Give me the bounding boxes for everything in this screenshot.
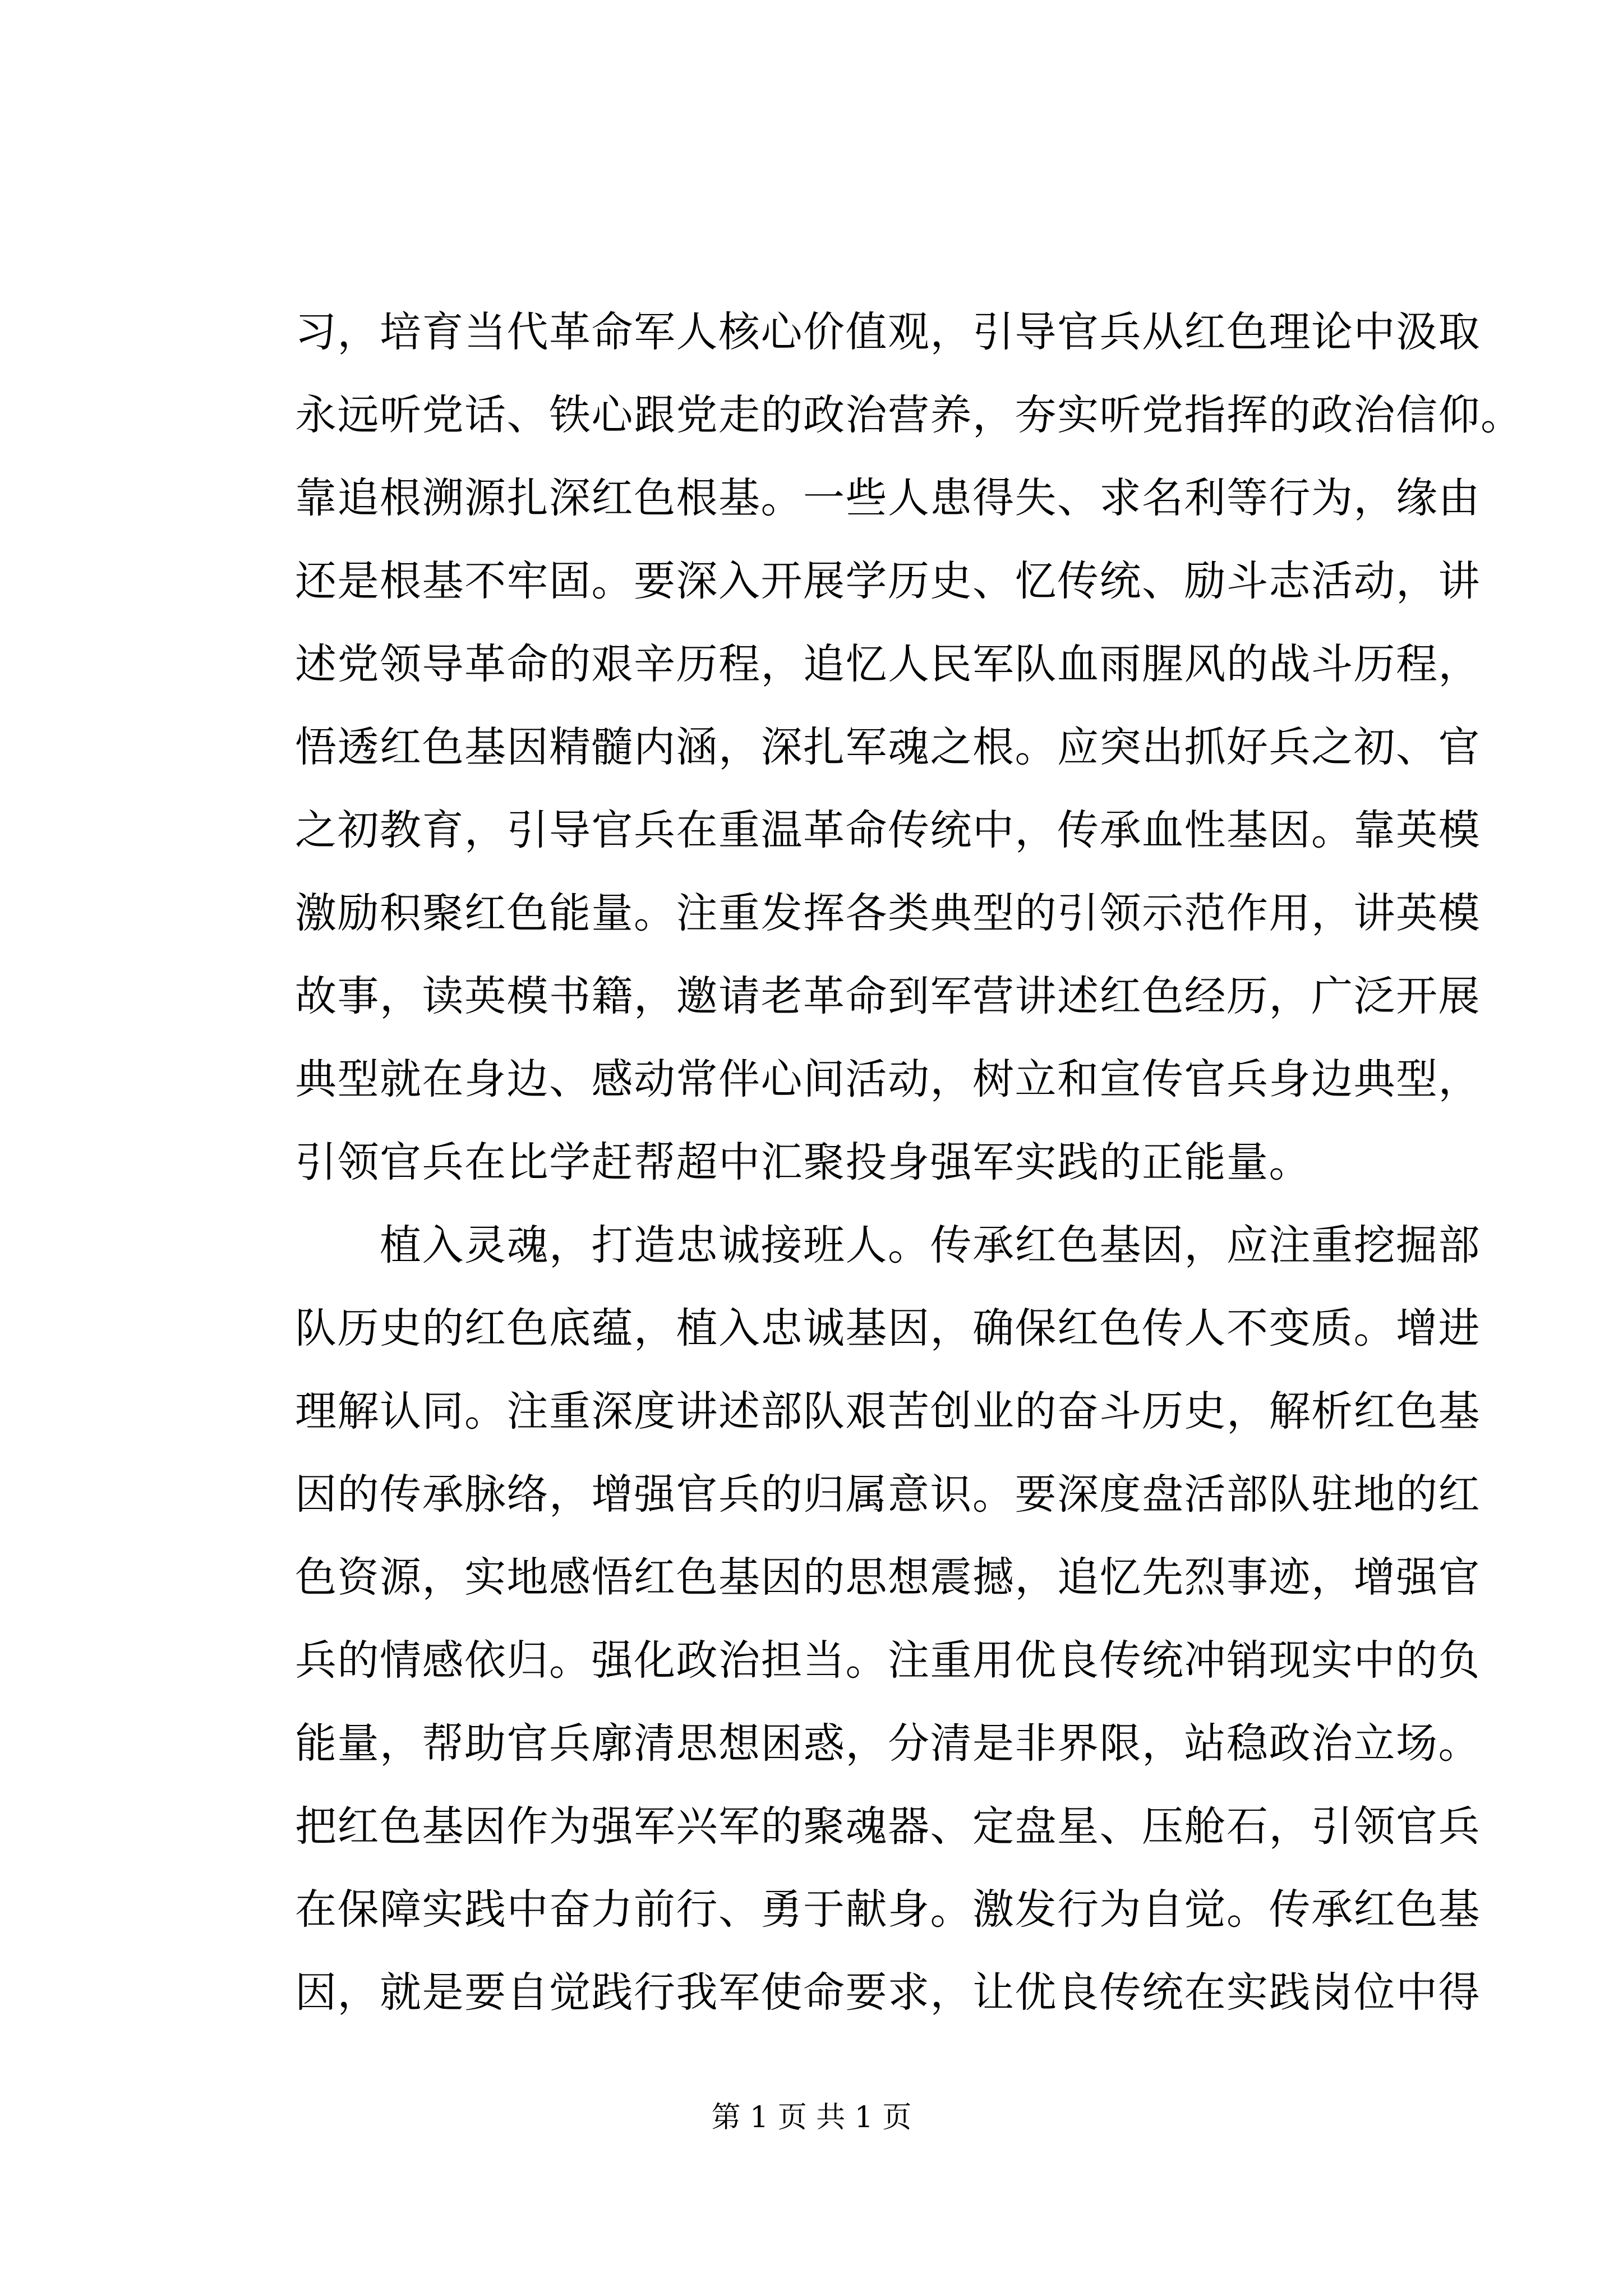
text-line: 故事，读英模书籍，邀请老革命到军营讲述红色经历，广泛开展 <box>295 972 1481 1020</box>
text-line: 引领官兵在比学赶帮超中汇聚投身强军实践的正能量。 <box>295 1138 1311 1186</box>
text-line: 色资源，实地感悟红色基因的思想震撼，追忆先烈事迹，增强官 <box>295 1553 1481 1602</box>
text-line: 之初教育，引导官兵在重温革命传统中，传承血性基因。靠英模 <box>295 806 1481 854</box>
text-line: 队历史的红色底蕴，植入忠诚基因，确保红色传人不变质。增进 <box>295 1304 1481 1352</box>
text-line: 因的传承脉络，增强官兵的归属意识。要深度盘活部队驻地的红 <box>295 1470 1481 1519</box>
text-line: 靠追根溯源扎深红色根基。一些人患得失、求名利等行为，缘由 <box>295 474 1481 522</box>
text-line: 激励积聚红色能量。注重发挥各类典型的引领示范作用，讲英模 <box>295 889 1481 937</box>
text-line: 能量，帮助官兵廓清思想困惑，分清是非界限，站稳政治立场。 <box>295 1719 1481 1768</box>
text-line: 还是根基不牢固。要深入开展学历史、忆传统、励斗志活动，讲 <box>295 557 1481 605</box>
text-line: 述党领导革命的艰辛历程，追忆人民军队血雨腥风的战斗历程， <box>295 640 1481 688</box>
text-line: 在保障实践中奋力前行、勇于献身。激发行为自觉。传承红色基 <box>295 1885 1481 1934</box>
text-line: 习，培育当代革命军人核心价值观，引导官兵从红色理论中汲取 <box>295 308 1481 356</box>
text-line: 典型就在身边、感动常伴心间活动，树立和宣传官兵身边典型， <box>295 1055 1481 1103</box>
body-text <box>295 291 1523 2034</box>
text-line: 悟透红色基因精髓内涵，深扎军魂之根。应突出抓好兵之初、官 <box>295 723 1481 771</box>
text-line: 理解认同。注重深度讲述部队艰苦创业的奋斗历史，解析红色基 <box>295 1387 1481 1435</box>
text-line: 永远听党话、铁心跟党走的政治营养，夯实听党指挥的政治信仰。 <box>295 391 1523 439</box>
text-line: 因，就是要自觉践行我军使命要求，让优良传统在实践岗位中得 <box>295 1968 1481 2017</box>
text-line: 把红色基因作为强军兴军的聚魂器、定盘星、压舱石，引领官兵 <box>295 1802 1481 1851</box>
page-footer: 第 1 页 共 1 页 <box>711 2101 912 2134</box>
text-line: 兵的情感依归。强化政治担当。注重用优良传统冲销现实中的负 <box>295 1636 1481 1685</box>
text-line: 植入灵魂，打造忠诚接班人。传承红色基因，应注重挖掘部 <box>295 1221 1481 1269</box>
